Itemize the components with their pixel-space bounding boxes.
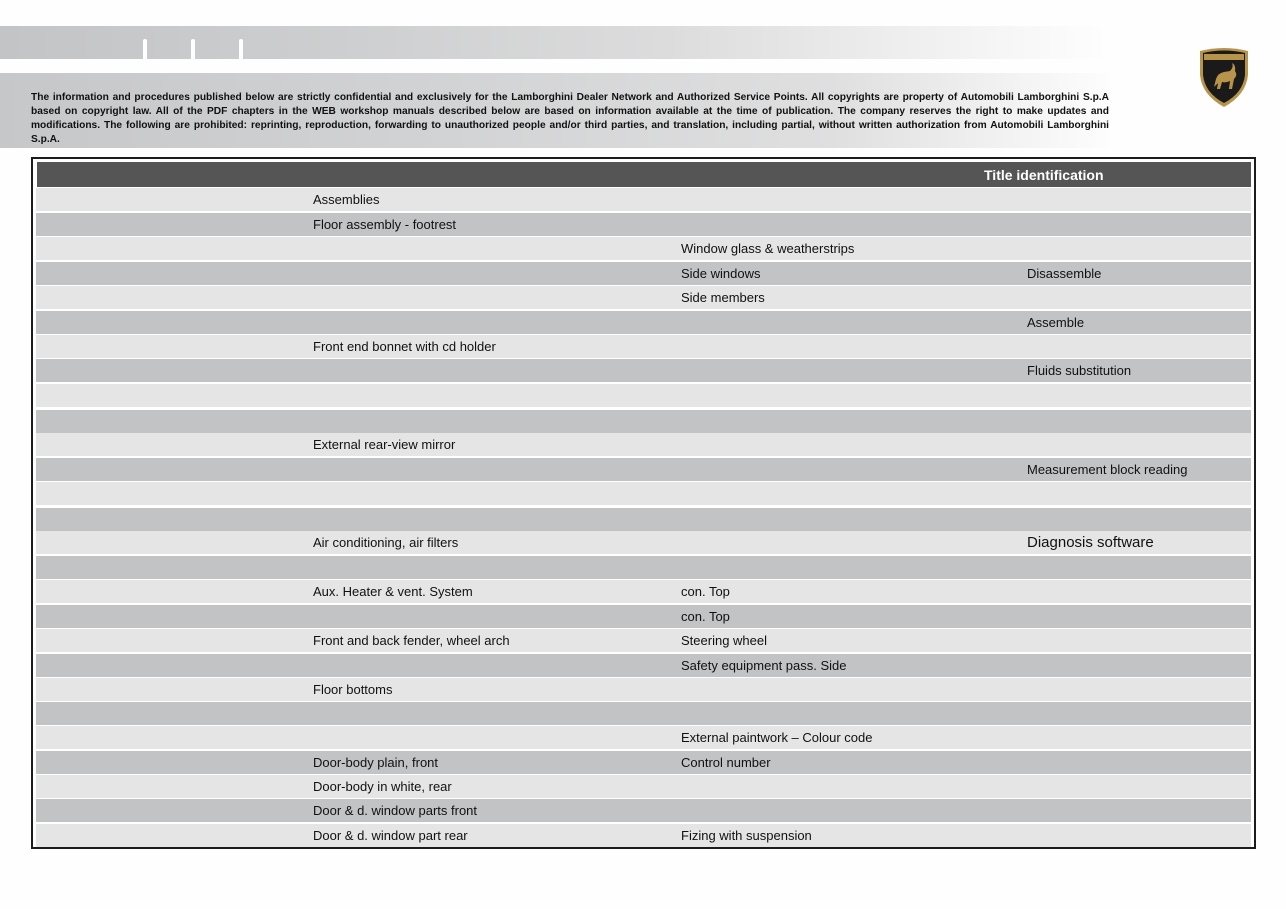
table-row [36,262,1251,285]
assembly-group-cell: Floor assembly - footrest [313,217,457,232]
table-row [36,751,1251,774]
component-cell: Safety equipment pass. Side [681,658,847,673]
table-row [36,482,1251,505]
assembly-group-cell: Air conditioning, air filters [313,535,459,550]
assembly-group-cell: Aux. Heater & vent. System [313,584,473,599]
table-row [36,359,1251,382]
procedure-cell: Assemble [1027,315,1085,330]
assembly-group-cell: Door-body plain, front [313,755,439,770]
table-row [36,678,1251,701]
component-cell: External paintwork – Colour code [681,730,873,745]
table-header [37,162,1251,187]
component-cell: Fizing with suspension [681,828,812,843]
table-row [36,335,1251,358]
assembly-group-cell: Assemblies [313,192,380,207]
assembly-group-cell: Floor bottoms [313,682,393,697]
table-row [36,213,1251,236]
assembly-group-cell: Door-body in white, rear [313,779,452,794]
table-row [36,531,1251,554]
table-row [36,410,1251,433]
table-row [36,311,1251,334]
assembly-group-cell: Door & d. window parts front [313,803,478,818]
table-row [36,188,1251,211]
table-header-title: Title identification [984,167,1104,183]
assembly-group-cell: External rear-view mirror [313,437,456,452]
header-tab-marker [143,39,147,59]
table-row [36,458,1251,481]
component-cell: Side members [681,290,765,305]
table-row [36,508,1251,531]
table-row [36,580,1251,603]
table-row [36,556,1251,579]
table-row [36,775,1251,798]
header-tab-marker [191,39,195,59]
lamborghini-shield-icon [1196,45,1252,109]
assembly-group-cell: Front and back fender, wheel arch [313,633,510,648]
table-row [36,824,1251,847]
table-row [36,286,1251,309]
table-row [36,433,1251,456]
table-row [36,702,1251,725]
procedure-cell: Measurement block reading [1027,462,1188,477]
table-row [36,237,1251,260]
top-header-bar [0,26,1110,59]
confidentiality-notice: The information and procedures published below are strictly confidential and exclusively for the Lamborghini Dealer Network and Authorized Service Points. All copyrights are property of Automobili Lamborghini S.p.A based on copyright law. All of the PDF chapters in the WEB workshop manuals described below are based on information available at the time of publication. The company reserves the right to make updates and modifications. The following are prohibited: reprinting, reproduction, forwarding to unauthorized people and/or third parties, and translation, including partial, without written authorization from Automobili Lamborghini S.p.A. [31,92,1109,145]
procedure-cell: Disassemble [1027,266,1102,281]
table-row [36,384,1251,407]
table-row [36,629,1251,652]
disclaimer-banner [0,73,1110,148]
table-row [36,605,1251,628]
header-tab-marker [239,39,243,59]
procedure-cell: Fluids substitution [1027,363,1132,378]
assembly-group-cell: Door & d. window part rear [313,828,468,843]
component-cell: con. Top [681,584,730,599]
component-cell: Control number [681,755,771,770]
table-row [36,654,1251,677]
table-row [36,726,1251,749]
component-cell: con. Top [681,609,730,624]
procedure-cell: Diagnosis software [1027,534,1154,551]
component-cell: Window glass & weatherstrips [681,241,855,256]
title-identification-table [31,157,1256,849]
component-cell: Side windows [681,266,761,281]
table-row [36,799,1251,822]
component-cell: Steering wheel [681,633,767,648]
assembly-group-cell: Front end bonnet with cd holder [313,339,496,354]
